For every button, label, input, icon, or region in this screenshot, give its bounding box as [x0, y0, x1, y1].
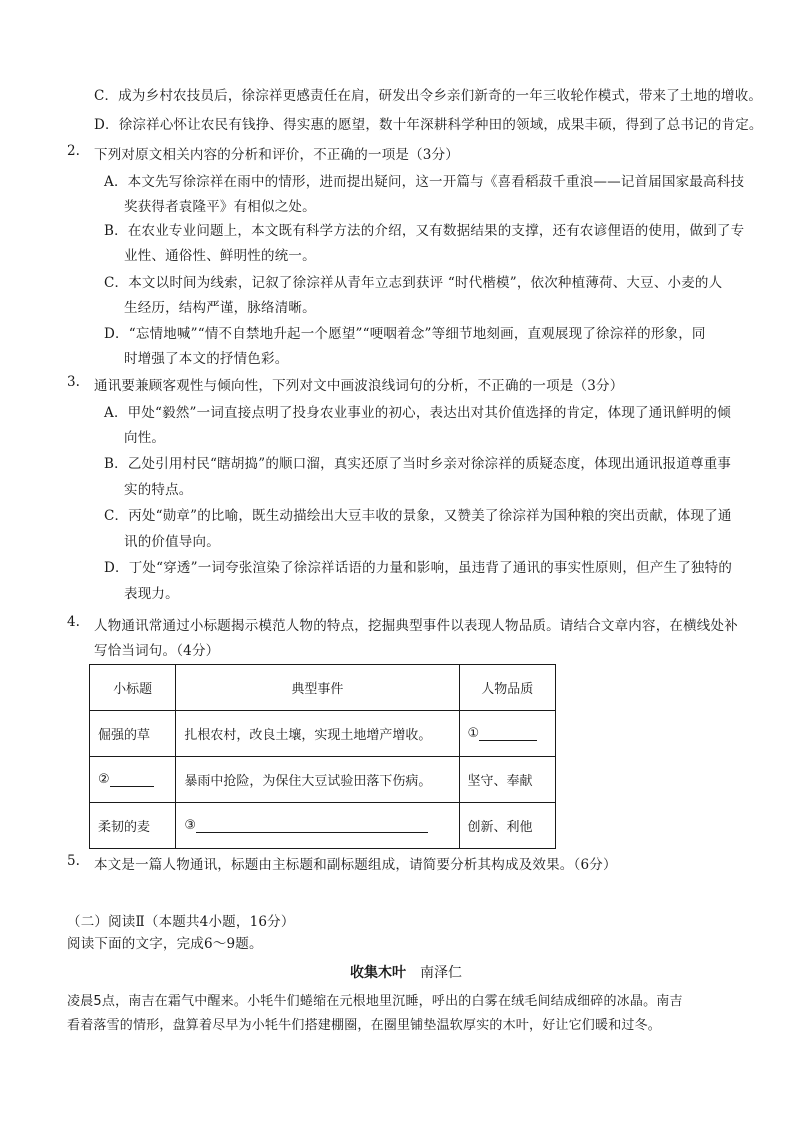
q4-table — [89, 664, 556, 849]
q2-stem: 下列对原文相关内容的分析和评价，不正确的一项是（3分） — [94, 147, 459, 163]
q2-option-b-line1: B．在农业专业问题上，本文既有科学方法的介绍，又有数据结果的支撑，还有农谚俚语的使用，做到了专 — [104, 223, 745, 239]
q3-option-d-line2: 表现力。 — [124, 586, 179, 602]
q3-stem: 通讯要兼顾客观性与倾向性，下列对文中画波浪线词句的分析，不正确的一项是（3分） — [94, 378, 624, 394]
answer-blank-1[interactable] — [479, 740, 537, 741]
cell-event-blank[interactable]: ③ — [176, 803, 459, 849]
q3-option-b-line1: B．乙处引用村民“瞎胡捣”的顺口溜，真实还原了当时乡亲对徐淙祥的质疑态度，体现出通讯报道尊重事 — [104, 456, 732, 472]
reading2-instruction: 阅读下面的文字，完成6～9题。 — [67, 936, 263, 952]
passage-author: 南泽仁 — [420, 965, 462, 981]
q2-option-b-line2: 业性、通俗性、鲜明性的统一。 — [124, 248, 316, 264]
cell-subtitle-blank[interactable]: ② — [90, 757, 176, 803]
passage-title-text: 收集木叶 — [350, 965, 406, 981]
cell-quality: 坚守、奉献 — [459, 757, 555, 803]
passage-line-1: 凌晨5点，南吉在霜气中醒来。小牦牛们蜷缩在元根地里沉睡，呼出的白雾在绒毛间结成细碎的冰晶。南吉 — [67, 994, 683, 1009]
reading2-header: （二）阅读Ⅱ（本题共4小题，16分） — [67, 914, 295, 930]
q3-option-b-line2: 实的特点。 — [124, 482, 193, 498]
cell-event: 扎根农村，改良土壤，实现土地增产增收。 — [176, 711, 459, 757]
q5-number: 5. — [67, 853, 80, 869]
header-quality: 人物品质 — [459, 665, 555, 711]
table-row — [90, 757, 556, 803]
q2-option-d-line1: D．“忘情地喊”“情不自禁地升起一个愿望”“哽咽着念”等细节地刻画，直观展现了徐淙祥的形象，同 — [104, 326, 706, 342]
cell-quality-blank[interactable]: ① — [459, 711, 555, 757]
q1-option-c: C．成为乡村农技员后，徐淙祥更感责任在肩，研发出令乡亲们新奇的一年三收轮作模式，带来了土地的增收。 — [94, 88, 763, 104]
cell-subtitle: 柔韧的麦 — [90, 803, 176, 849]
q3-option-a-line1: A．甲处“毅然”一词直接点明了投身农业事业的初心，表达出对其价值选择的肯定，体现了通讯鲜明的倾 — [104, 405, 731, 421]
q4-stem-line2: 写恰当词句。（4分） — [94, 643, 220, 659]
q5-stem: 本文是一篇人物通讯，标题由主标题和副标题组成，请简要分析其构成及效果。（6分） — [94, 857, 617, 873]
passage-title — [350, 962, 462, 982]
answer-blank-2[interactable] — [110, 786, 154, 787]
q2-number: 2. — [67, 143, 80, 159]
q3-option-c-line1: C．丙处“勋章”的比喻，既生动描绘出大豆丰收的景象，又赞美了徐淙祥为国种粮的突出贡献，体现了通 — [104, 508, 732, 524]
table-row — [90, 803, 556, 849]
q3-option-a-line2: 向性。 — [124, 430, 166, 446]
table-header-row — [90, 665, 556, 711]
q2-option-a-line2: 奖获得者袁隆平》有相似之处。 — [124, 199, 316, 215]
q2-option-d-line2: 时增强了本文的抒情色彩。 — [124, 351, 289, 367]
q4-number: 4. — [67, 614, 80, 630]
q2-option-a-line1: A．本文先写徐淙祥在雨中的情形，进而提出疑问，这一开篇与《喜看稻菽千重浪——记首届国家最高科技 — [104, 174, 745, 190]
q3-option-c-line2: 讯的价值导向。 — [124, 534, 220, 550]
q2-option-c-line1: C．本文以时间为线索，记叙了徐淙祥从青年立志到获评 “时代楷模”，依次种植薄荷、大豆、小麦的人 — [104, 275, 723, 291]
cell-event: 暴雨中抢险，为保住大豆试验田落下伤病。 — [176, 757, 459, 803]
header-subtitle: 小标题 — [90, 665, 176, 711]
cell-subtitle: 倔强的草 — [90, 711, 176, 757]
passage-line-2: 看着落雪的情形，盘算着尽早为小牦牛们搭建棚圈，在圈里铺垫温软厚实的木叶，好让它们暖和过冬。 — [67, 1018, 662, 1033]
q2-option-c-line2: 生经历，结构严谨，脉络清晰。 — [124, 300, 316, 316]
q3-number: 3. — [67, 374, 80, 390]
q4-stem-line1: 人物通讯常通过小标题揭示模范人物的特点，挖掘典型事件以表现人物品质。请结合文章内容，在横线处补 — [94, 618, 738, 634]
cell-quality: 创新、利他 — [459, 803, 555, 849]
answer-blank-3[interactable] — [196, 832, 428, 833]
header-event: 典型事件 — [176, 665, 459, 711]
table-row — [90, 711, 556, 757]
q3-option-d-line1: D．丁处“穿透”一词夸张渲染了徐淙祥话语的力量和影响，虽违背了通讯的事实性原则，但产生了独特的 — [104, 560, 733, 576]
q1-option-d: D．徐淙祥心怀让农民有钱挣、得实惠的愿望，数十年深耕科学种田的领域，成果丰硕，得到了总书记的肯定。 — [94, 117, 763, 133]
